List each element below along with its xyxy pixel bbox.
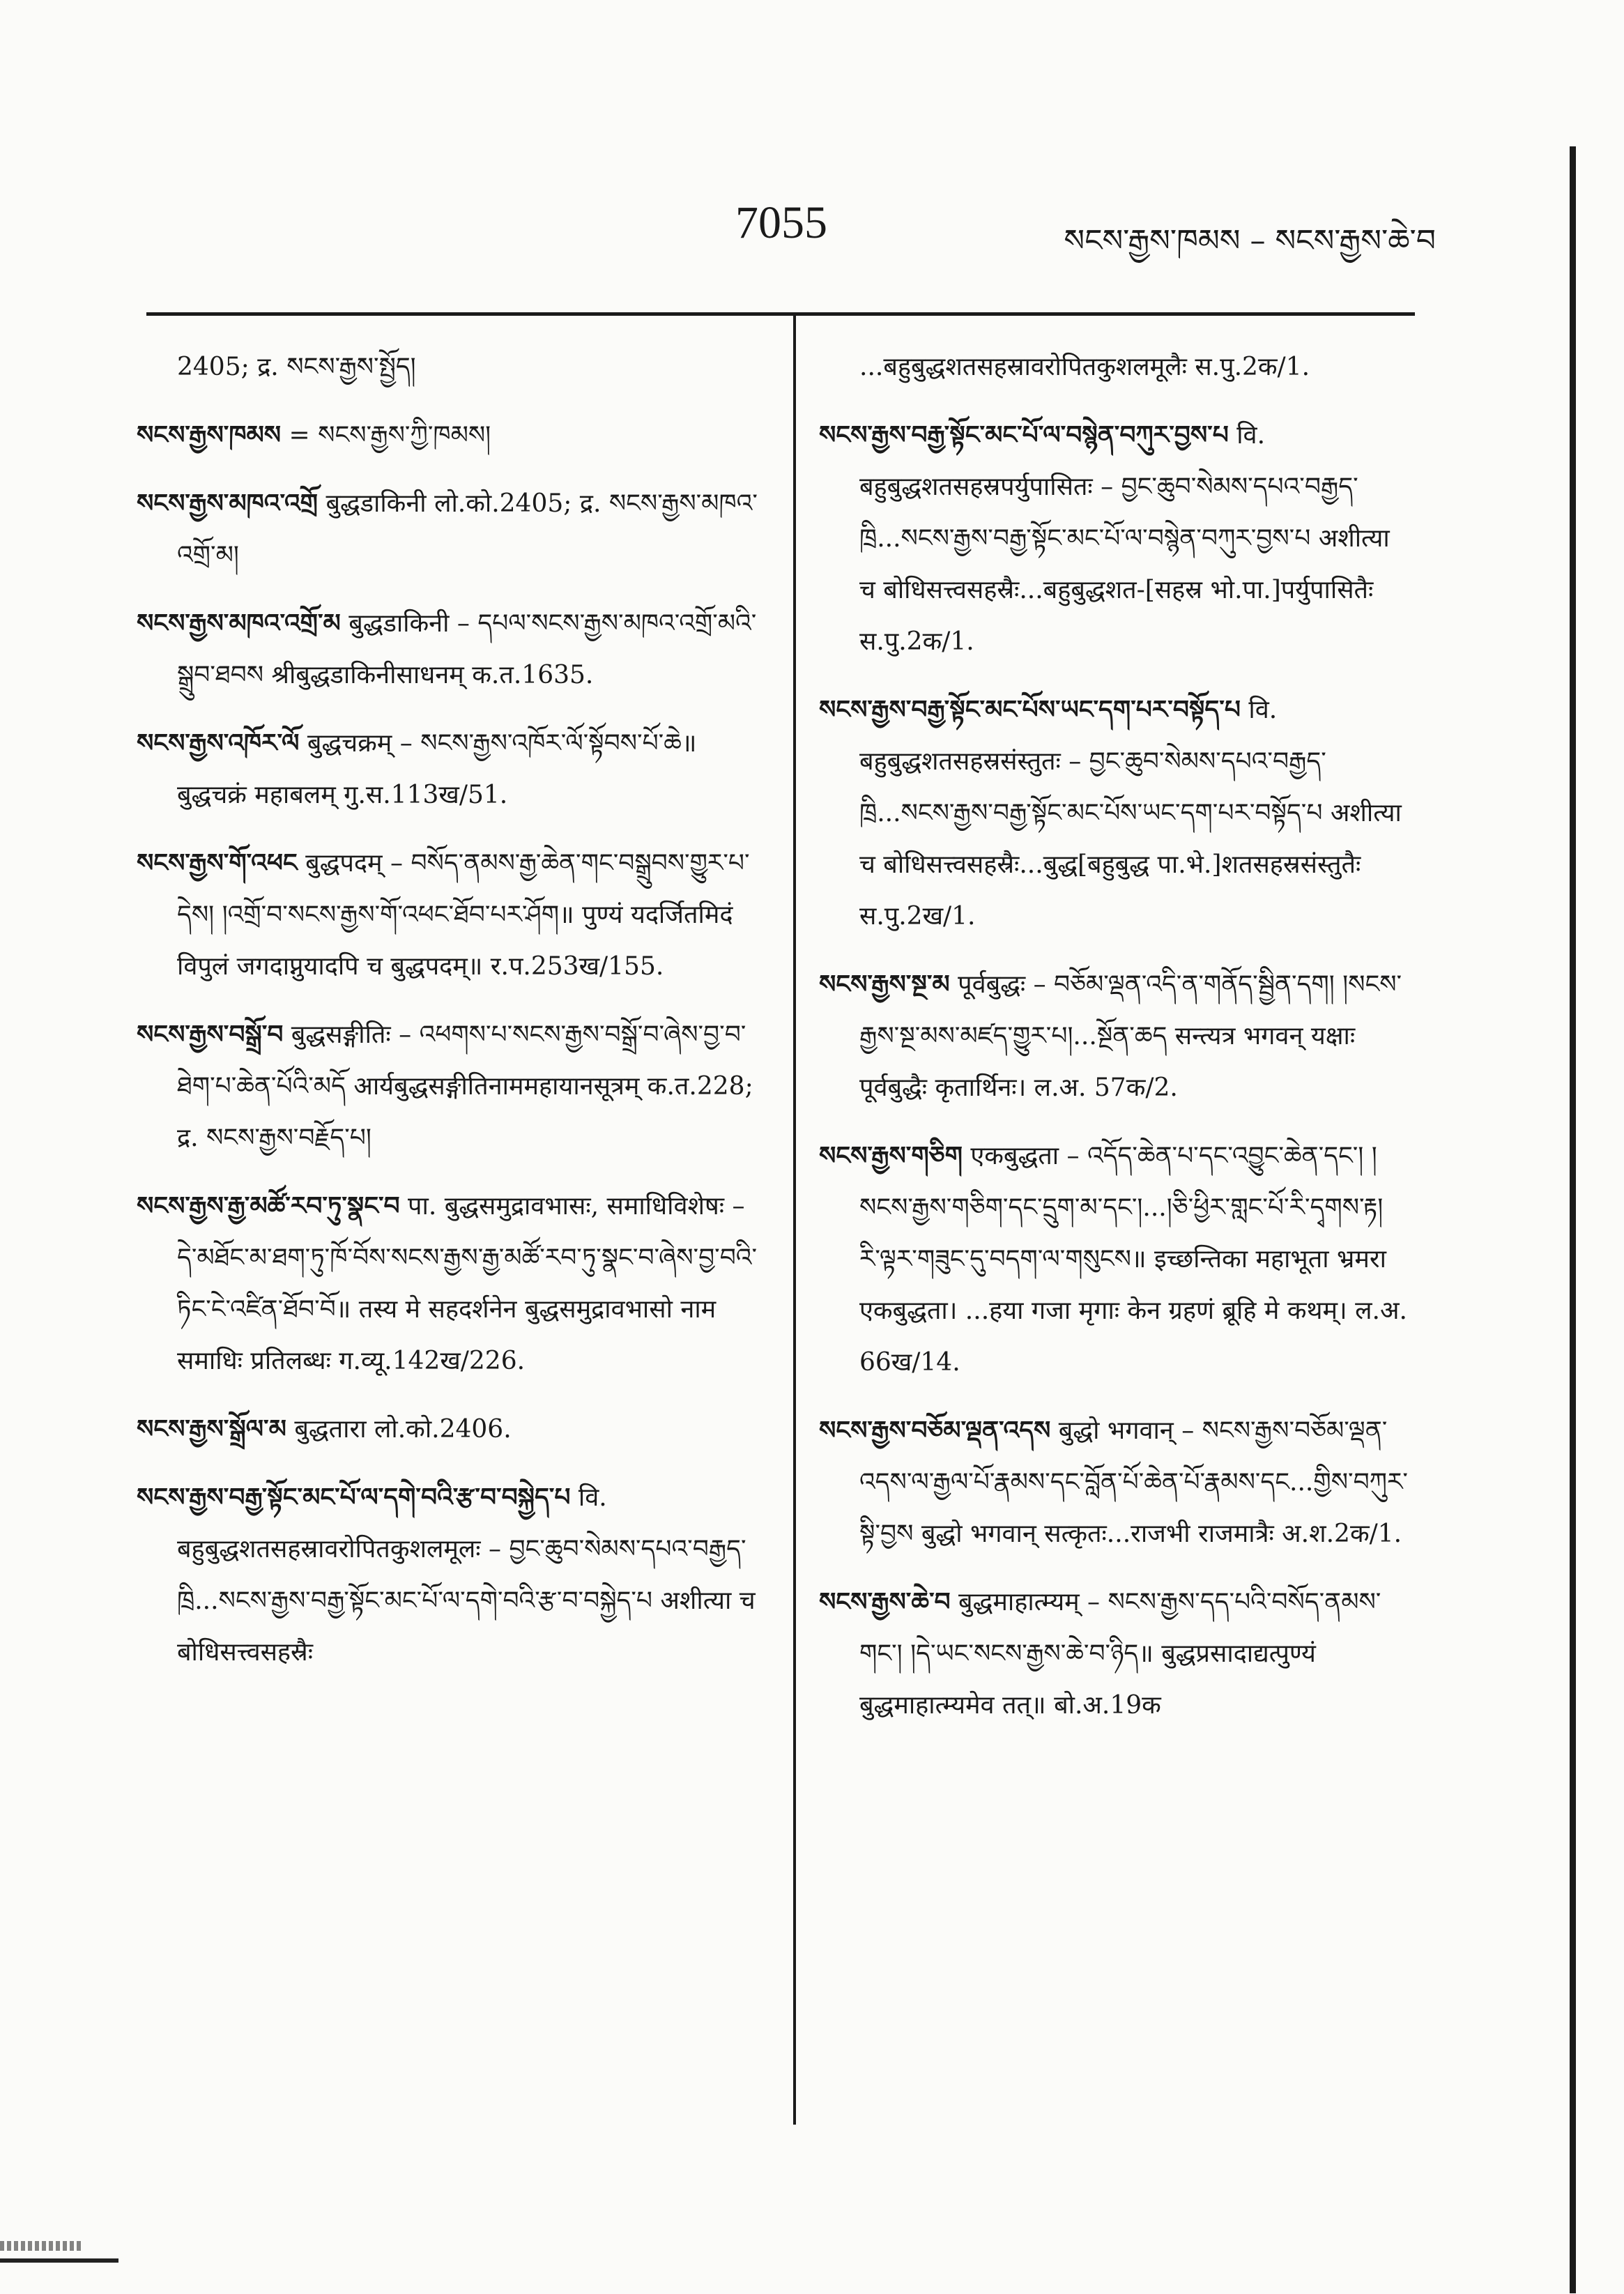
page-number: 7055 xyxy=(735,197,827,248)
entry-headword: སངས་རྒྱས་བརྒྱ་སྟོང་མང་པོ་ལ་དགེ་བའི་རྩ་བ་བསྐྱེད་པ xyxy=(137,1483,571,1512)
entry-definition: वि. बहुबुद्धशतसहस्रपर्युपासितः – བྱང་ཆུབ་སེམས་དཔའ་བརྒྱད་ཁྲི...སངས་རྒྱས་བརྒྱ་སྟོང་མང་པོ་ལ་བསྙེན་བཀུར་བྱས་པ अशीत्या च बोधिसत्त्वसहस्रैः...बहुबुद्धशत-[सहस्र भो.पा.]पर्युपासितैः स.पु.2क/1. xyxy=(859,421,1390,656)
entry-definition: बुद्धडाकिनी – དཔལ་སངས་རྒྱས་མཁའ་འགྲོ་མའི་སྒྲུབ་ཐབས श्रीबुद्धडाकिनीसाधनम् क.त.1635. xyxy=(177,609,757,689)
right-column xyxy=(819,342,1411,1748)
entry-definition: बुद्धपदम् – བསོད་ནམས་རྒྱ་ཆེན་གང་བསྒྲུབས་གྱུར་པ་དེས། །འགྲོ་བ་སངས་རྒྱས་གོ་འཕང་ཐོབ་པར་ཤོག॥ पुण्यं यदर्जितमिदं विपुलं जगदाप्नुयादपि च बुद्धपदम्॥ र.प.253ख/155. xyxy=(177,849,750,981)
column-divider xyxy=(793,312,796,2125)
dictionary-entry xyxy=(137,478,767,581)
entry-definition: एकबुद्धता – འདོད་ཆེན་པ་དང་འབྱུང་ཆེན་དང་། །སངས་རྒྱས་གཅིག་དང་དྲུག་མ་དང་།...།ཅི་ཕྱིར་གླང་པོ་རི་དྭགས་རྟ། རི་ལྟར་གཟུང་དུ་བདག་ལ་གསུངས॥ इच्छन्तिका महाभूता भ्रमरा एकबुद्धता। ...हया गजा मृगाः केन ग्रहणं ब्रूहि मे कथम्। ल.अ. 66ख/14. xyxy=(859,1142,1407,1377)
entry-headword: སངས་རྒྱས་ཁམས xyxy=(137,421,282,450)
entry-headword: སངས་རྒྱས་གཅིག xyxy=(819,1142,963,1170)
dictionary-entry xyxy=(819,959,1411,1114)
dictionary-entry xyxy=(137,718,767,821)
dictionary-entry xyxy=(137,1181,767,1387)
entry-definition: 2405; द्र. སངས་རྒྱས་སྤྱོད། xyxy=(177,353,416,381)
header-rule xyxy=(146,312,1415,316)
dictionary-entry xyxy=(137,1404,767,1455)
entry-headword: སངས་རྒྱས་བརྒྱ་སྟོང་མང་པོ་ལ་བསྙེན་བཀུར་བྱས་པ xyxy=(819,421,1229,450)
entry-headword: སངས་རྒྱས་གོ་འཕང xyxy=(137,849,298,878)
entry-definition: बुद्धचक्रम् – སངས་རྒྱས་འཁོར་ལོ་སྟོབས་པོ་ཆེ॥ बुद्धचक्रं महाबलम् गु.स.113ख/51. xyxy=(177,729,697,809)
dictionary-entry xyxy=(137,838,767,993)
entry-definition: वि. बहुबुद्धशतसहस्रावरोपितकुशलमूलः – བྱང་ཆུབ་སེམས་དཔའ་བརྒྱད་ཁྲི...སངས་རྒྱས་བརྒྱ་སྟོང་མང་པོ་ལ་དགེ་བའི་རྩ་བ་བསྐྱེད་པ अशीत्या च बोधिसत्त्वसहस्रैः xyxy=(177,1483,756,1667)
dictionary-entry xyxy=(819,1577,1411,1731)
entry-definition: = སངས་རྒྱས་ཀྱི་ཁམས། xyxy=(281,421,491,450)
entry-headword: སངས་རྒྱས་བརྒྱ་སྟོང་མང་པོས་ཡང་དག་པར་བསྟོད་པ xyxy=(819,696,1241,724)
margin-bar xyxy=(1570,146,1576,2293)
entry-definition: बुद्धमाहात्म्यम् – སངས་རྒྱས་དད་པའི་བསོད་ནམས་གང་། །དེ་ཡང་སངས་རྒྱས་ཆེ་བ་ཉིད॥ बुद्धप्रसादाद्यत्पुण्यं बुद्धमाहात्म्यमेव तत्॥ बो.अ.19क xyxy=(859,1588,1381,1720)
entry-headword: སངས་རྒྱས་ཆེ་བ xyxy=(819,1588,951,1616)
entry-headword: སངས་རྒྱས་སྔ་མ xyxy=(819,970,950,999)
left-column xyxy=(137,342,767,1695)
entry-definition: बुद्धो भगवान् – སངས་རྒྱས་བཅོམ་ལྡན་འདས་ལ་རྒྱལ་པོ་རྣམས་དང་བློན་པོ་ཆེན་པོ་རྣམས་དང...གྱིས་བཀུར་སྟི་བྱས बुद्धो भगवान् सत्कृतः...राजभी राजमात्रैः अ.श.2क/1. xyxy=(859,1416,1408,1548)
dictionary-entry xyxy=(137,598,767,701)
entry-headword: སངས་རྒྱས་བཅོམ་ལྡན་འདས xyxy=(819,1416,1051,1445)
entry-definition: ...बहुबुद्धशतसहस्रावरोपितकुशलमूलैः स.पु.2क/1. xyxy=(859,353,1310,381)
entry-definition: बुद्धडाकिनी लो.को.2405; द्र. སངས་རྒྱས་མཁའ་འགྲོ་མ། xyxy=(177,489,758,569)
entry-headword: སངས་རྒྱས་མཁའ་འགྲོ xyxy=(137,489,318,518)
dictionary-entry xyxy=(819,342,1411,393)
entry-definition: बुद्धसङ्गीतिः – འཕགས་པ་སངས་རྒྱས་བསྒྲོ་བ་ཞེས་བྱ་བ་ཐེག་པ་ཆེན་པོའི་མདོ आर्यबुद्धसङ्गीतिनाममहायानसूत्रम् क.त.228; द्र. སངས་རྒྱས་བརྗོད་པ། xyxy=(177,1020,753,1152)
dictionary-entry xyxy=(137,342,767,393)
entry-headword: སངས་རྒྱས་སྒྲོལ་མ xyxy=(137,1415,286,1444)
dictionary-entry xyxy=(137,1009,767,1164)
running-head: སངས་རྒྱས་ཁམས – སངས་རྒྱས་ཆེ་བ xyxy=(1064,223,1436,259)
dictionary-entry xyxy=(137,1472,767,1679)
dictionary-entry xyxy=(819,685,1411,942)
entry-headword: སངས་རྒྱས་འཁོར་ལོ xyxy=(137,729,300,758)
scan-artifact-line xyxy=(0,2258,118,2263)
entry-headword: སངས་རྒྱས་མཁའ་འགྲོ་མ xyxy=(137,609,341,638)
dictionary-entry xyxy=(819,1405,1411,1560)
entry-headword: སངས་རྒྱས་རྒྱ་མཚོ་རབ་ཏུ་སྣང་བ xyxy=(137,1192,400,1221)
entry-headword: སངས་རྒྱས་བསྒྲོ་བ xyxy=(137,1020,284,1049)
dictionary-entry xyxy=(819,410,1411,668)
entry-definition: पा. बुद्धसमुद्रावभासः, समाधिविशेषः – དེ་མཐོང་མ་ཐག་ཏུ་ཁོ་བོས་སངས་རྒྱས་རྒྱ་མཚོ་རབ་ཏུ་སྣང་བ་ཞེས་བྱ་བའི་ཏིང་ངེ་འཛིན་ཐོབ་བོ॥ तस्य मे सहदर्शनेन बुद्धसमुद्रावभासो नाम समाधिः प्रतिलब्धः ग.व्यू.142ख/226. xyxy=(177,1192,758,1375)
entry-definition: बुद्धतारा लो.को.2406. xyxy=(286,1415,512,1444)
scan-artifact xyxy=(0,2241,84,2251)
dictionary-entry xyxy=(819,1131,1411,1389)
entry-definition: पूर्वबुद्धः – བཅོམ་ལྡན་འདི་ན་གནོད་སྦྱིན་དག། །སངས་རྒྱས་སྔ་མས་མཛད་གྱུར་པ།...སྔོན་ཆད सन्त्यत्र भगवन् यक्षाः पूर्वबुद्धैः कृतार्थिनः। ल.अ. 57क/2. xyxy=(859,970,1402,1102)
entry-definition: वि. बहुबुद्धशतसहस्रसंस्तुतः – བྱང་ཆུབ་སེམས་དཔའ་བརྒྱད་ཁྲི...སངས་རྒྱས་བརྒྱ་སྟོང་མང་པོས་ཡང་དག་པར་བསྟོད་པ अशीत्या च बोधिसत्त्वसहस्रैः...बुद्ध[बहुबुद्ध पा.भे.]शतसहस्रसंस्तुतैः स.पु.2ख/1. xyxy=(859,696,1402,931)
dictionary-entry xyxy=(137,410,767,461)
